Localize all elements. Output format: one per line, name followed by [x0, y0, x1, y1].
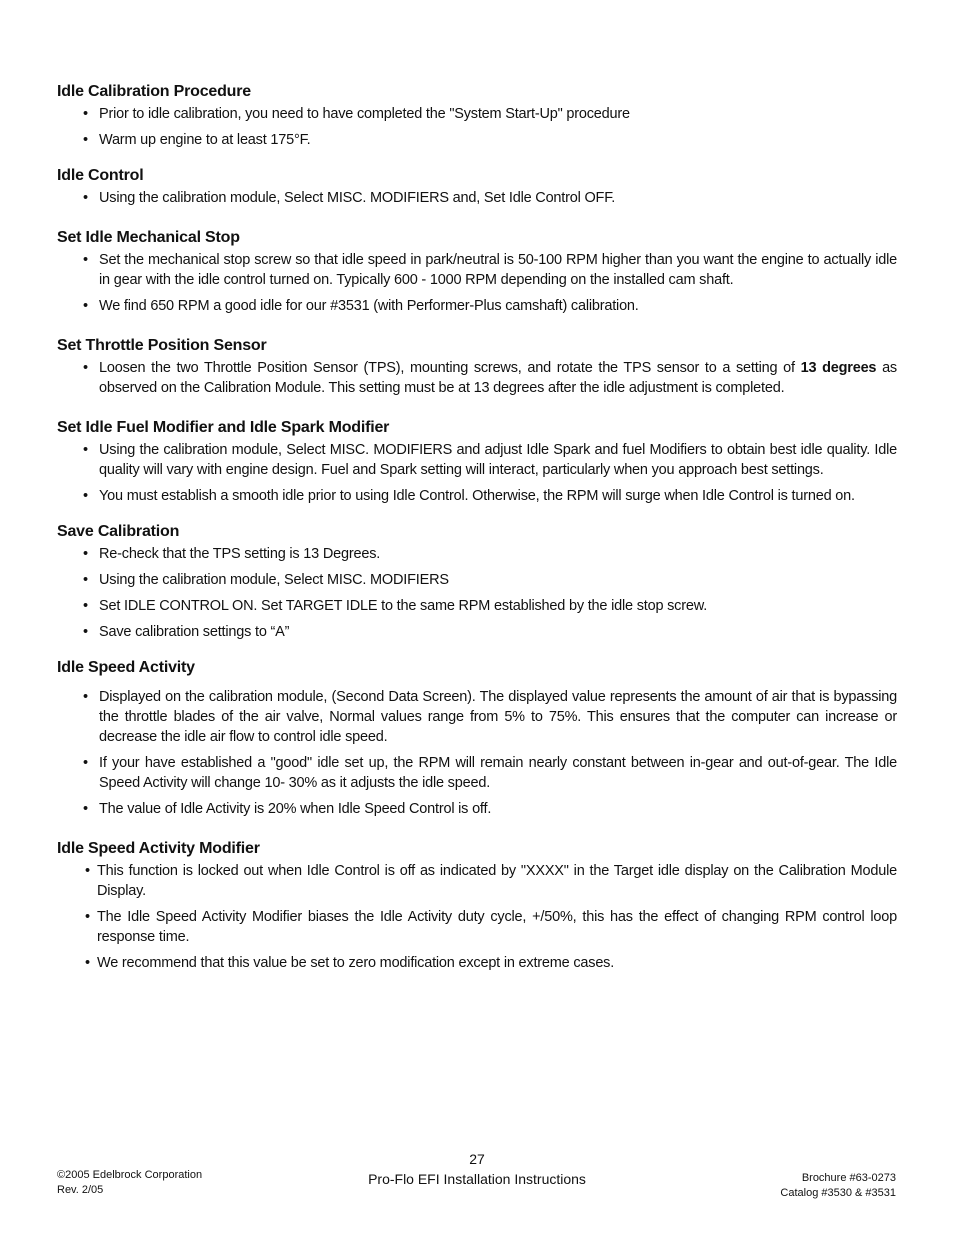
section-heading: Idle Speed Activity: [57, 659, 195, 676]
list-item: • Warm up engine to at least 175°F.: [81, 130, 897, 150]
list-item: • Using the calibration module, Select MISC. MODIFIERS and, Set Idle Control OFF.: [81, 188, 897, 208]
bullet-text: Loosen the two Throttle Position Sensor (TPS), mounting screws, and rotate the TPS sensor to a setting of: [99, 360, 801, 376]
section-set-idle-mechanical-stop: [57, 228, 897, 316]
catalog-number: Catalog #3530 & #3531: [780, 1187, 896, 1199]
section-heading: Idle Control: [57, 167, 144, 184]
section-heading: Idle Speed Activity Modifier: [57, 840, 260, 857]
footer-left: [57, 1168, 202, 1198]
list-item: • The value of Idle Activity is 20% when Idle Speed Control is off.: [81, 799, 897, 819]
list-item: • Set IDLE CONTROL ON. Set TARGET IDLE to the same RPM established by the idle stop screw.: [81, 596, 897, 616]
section-set-throttle-position-sensor: [57, 336, 897, 398]
bullet-list: [57, 440, 897, 506]
bullet-list: [57, 250, 897, 316]
page-number: 27: [469, 1151, 485, 1167]
list-item: • This function is locked out when Idle Control is off as indicated by "XXXX" in the Target idle display on the Calibration Module Display.: [83, 861, 897, 901]
section-idle-control: [57, 166, 897, 208]
bullet-list: [57, 188, 897, 208]
section-heading: Set Throttle Position Sensor: [57, 337, 267, 354]
bullet-list: [57, 861, 897, 973]
bullet-list: [57, 687, 897, 819]
section-save-calibration: [57, 522, 897, 642]
bullet-list: [57, 104, 897, 150]
list-item: • Using the calibration module, Select MISC. MODIFIERS: [81, 570, 897, 590]
section-set-idle-fuel-spark-modifier: [57, 418, 897, 506]
list-item: • If your have established a "good" idle set up, the RPM will remain nearly constant between in-gear and out-of-gear. The Idle Speed Activity will change 10- 30% as it adjusts the idle speed.: [81, 753, 897, 793]
list-item: [81, 358, 897, 398]
list-item: • Re-check that the TPS setting is 13 Degrees.: [81, 544, 897, 564]
list-item: • Prior to idle calibration, you need to have completed the "System Start-Up" procedure: [81, 104, 897, 124]
list-item: • Set the mechanical stop screw so that idle speed in park/neutral is 50-100 RPM higher than you want the engine to actually idle in gear with the idle control turned on. Typically 600 - 1000 RPM depending on the installed cam shaft.: [81, 250, 897, 290]
section-heading: Idle Calibration Procedure: [57, 83, 251, 100]
list-item: • Displayed on the calibration module, (Second Data Screen). The displayed value represents the amount of air that is bypassing the throttle blades of the air valve, Normal values range from 5% to 75%. This ensures that the computer can increase or decrease the idle air flow to control idle speed.: [81, 687, 897, 747]
list-item: • Save calibration settings to “A”: [81, 622, 897, 642]
list-item: • Using the calibration module, Select MISC. MODIFIERS and adjust Idle Spark and fuel Modifiers to obtain best idle quality. Idle quality will vary with engine design. Fuel and Spark setting will interact, particularly when you approach best settings.: [81, 440, 897, 480]
copyright-text: ©2005 Edelbrock Corporation: [57, 1169, 203, 1181]
document-title: Pro-Flo EFI Installation Instructions: [368, 1171, 586, 1187]
bullet-text: as observed on the Calibration Module. This setting must be at 13 degrees after the idle adjustment is completed.: [99, 360, 897, 396]
bullet-list: [57, 358, 897, 398]
section-idle-calibration-procedure: [57, 82, 897, 150]
section-heading: Save Calibration: [57, 523, 180, 540]
section-heading: Set Idle Fuel Modifier and Idle Spark Modifier: [57, 419, 390, 436]
section-heading: Set Idle Mechanical Stop: [57, 229, 240, 246]
bold-value: 13 degrees: [800, 360, 877, 376]
document-body: [57, 82, 897, 979]
bullet-list: [57, 544, 897, 642]
section-idle-speed-activity-modifier: [57, 839, 897, 973]
list-item: • You must establish a smooth idle prior to using Idle Control. Otherwise, the RPM will surge when Idle Control is turned on.: [81, 486, 897, 506]
section-idle-speed-activity: [57, 658, 897, 819]
list-item: • The Idle Speed Activity Modifier biases the Idle Activity duty cycle, +/50%, this has the effect of changing RPM control loop response time.: [83, 907, 897, 947]
list-item: • We find 650 RPM a good idle for our #3531 (with Performer-Plus camshaft) calibration.: [81, 296, 897, 316]
brochure-number: Brochure #63-0273: [801, 1172, 896, 1184]
list-item: • We recommend that this value be set to zero modification except in extreme cases.: [83, 953, 897, 973]
footer-right: [780, 1171, 896, 1201]
revision-text: Rev. 2/05: [57, 1184, 104, 1196]
